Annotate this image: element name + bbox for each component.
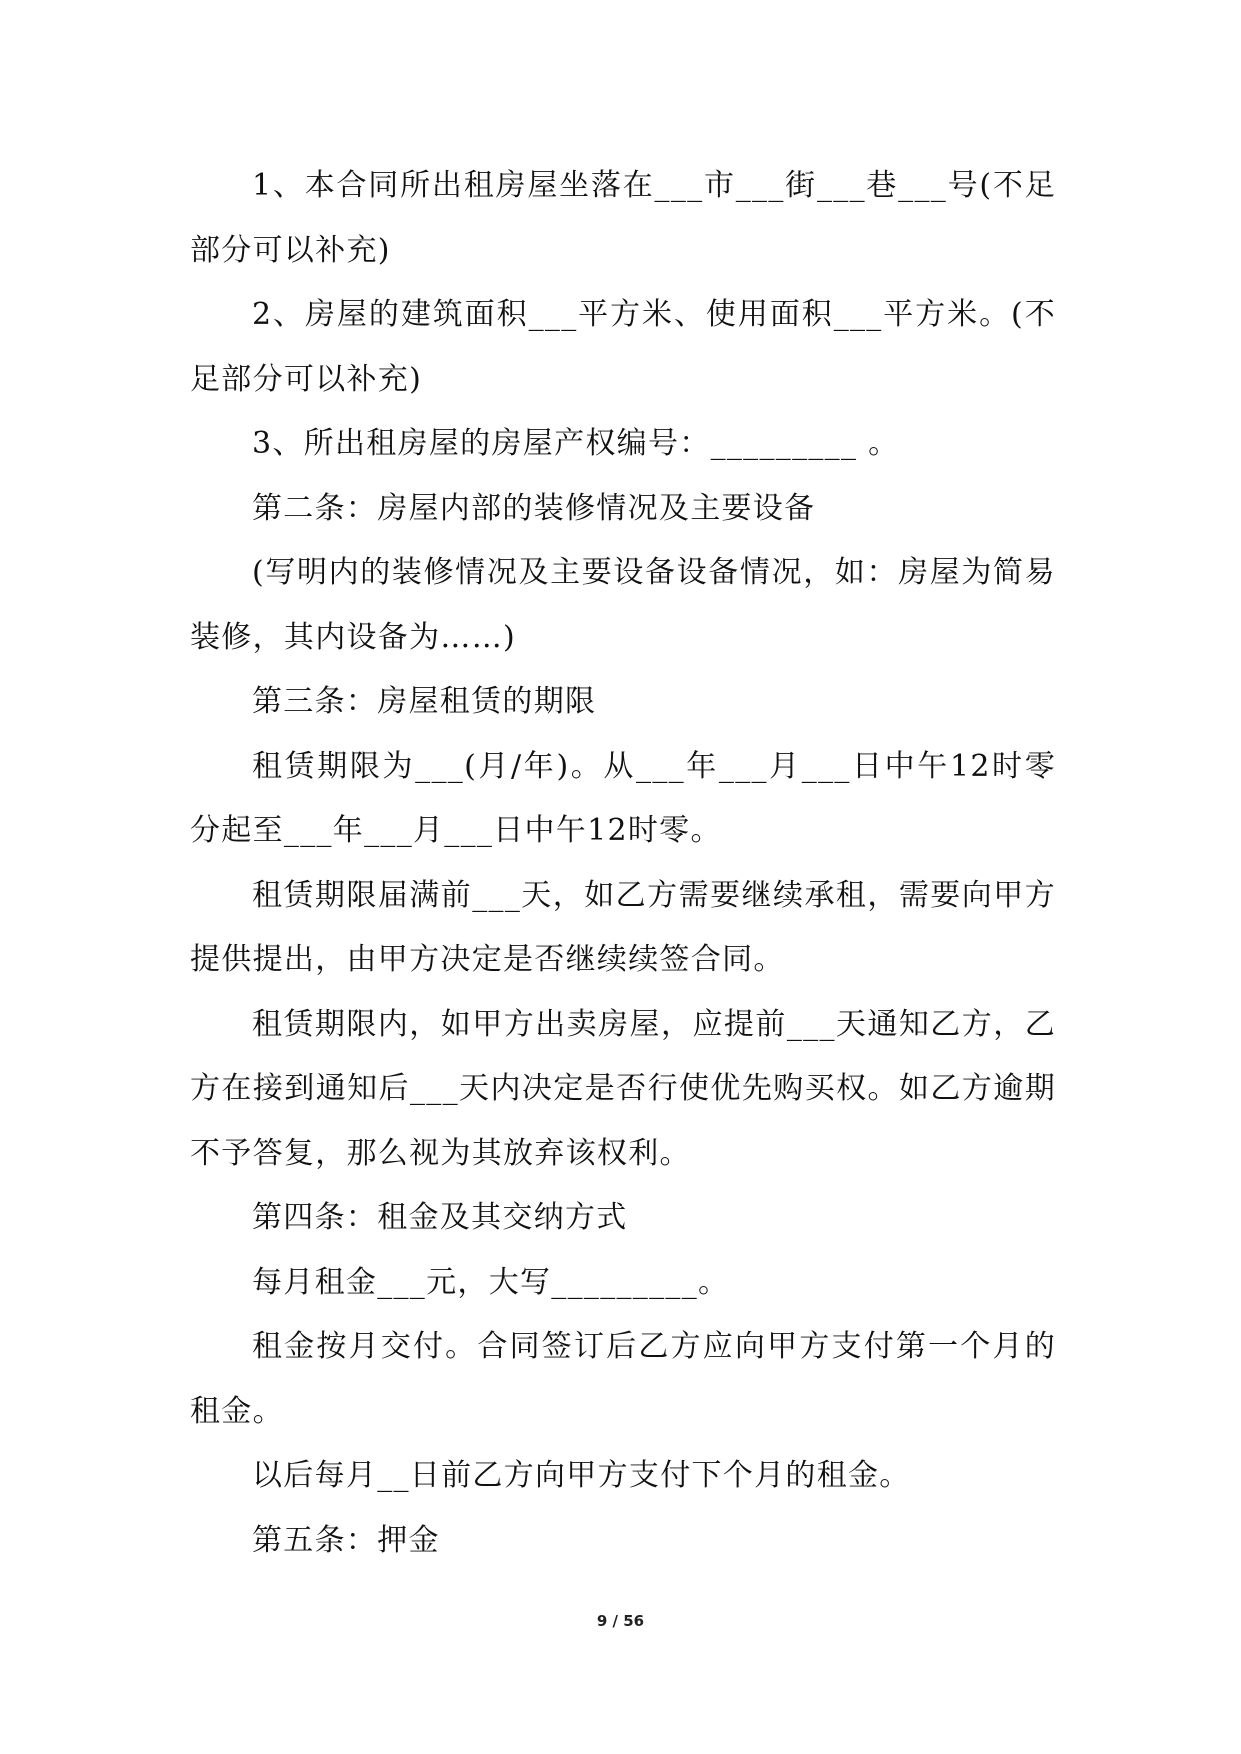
clause-property-id: 3、所出租房屋的房屋产权编号：_________ 。 <box>252 426 900 461</box>
article-3-heading: 第三条：房屋租赁的期限 <box>252 684 597 719</box>
lease-renewal-text: 租赁期限届满前___天，如乙方需要继续承租，需要向甲方提供提出，由甲方决定是否继续续签合同。 <box>190 877 1056 977</box>
article-2-heading: 第二条：房屋内部的装修情况及主要设备 <box>252 490 816 526</box>
monthly-rent-text: 每月租金___元，大写_________。 <box>252 1264 730 1300</box>
rent-payment-text: 租金按月交付。合同签订后乙方应向甲方支付第一个月的租金。 <box>190 1329 1056 1429</box>
article-2-text: (写明内的装修情况及主要设备设备情况，如：房屋为简易装修，其内设备为……) <box>190 555 1056 655</box>
clause-area: 2、房屋的建筑面积___平方米、使用面积___平方米。(不足部分可以补充) <box>190 297 1056 397</box>
lease-term-text: 租赁期限为___(月/年)。从___年___月___日中午12时零分起至___年___月___日中午12时零。 <box>190 748 1056 848</box>
preemption-text: 租赁期限内，如甲方出卖房屋，应提前___天通知乙方，乙方在接到通知后___天内决定是否行使优先购买权。如乙方逾期不予答复，那么视为其放弃该权利。 <box>190 1006 1056 1171</box>
page-number: 9 / 56 <box>596 1612 645 1630</box>
clause-location: 1、本合同所出租房屋坐落在___市___街___巷___号(不足部分可以补充) <box>190 168 1056 268</box>
article-4-heading: 第四条：租金及其交纳方式 <box>252 1200 628 1235</box>
rent-schedule-text: 以后每月__日前乙方向甲方支付下个月的租金。 <box>252 1458 911 1493</box>
article-5-heading: 第五条：押金 <box>252 1522 440 1558</box>
document-body <box>190 154 1056 1573</box>
